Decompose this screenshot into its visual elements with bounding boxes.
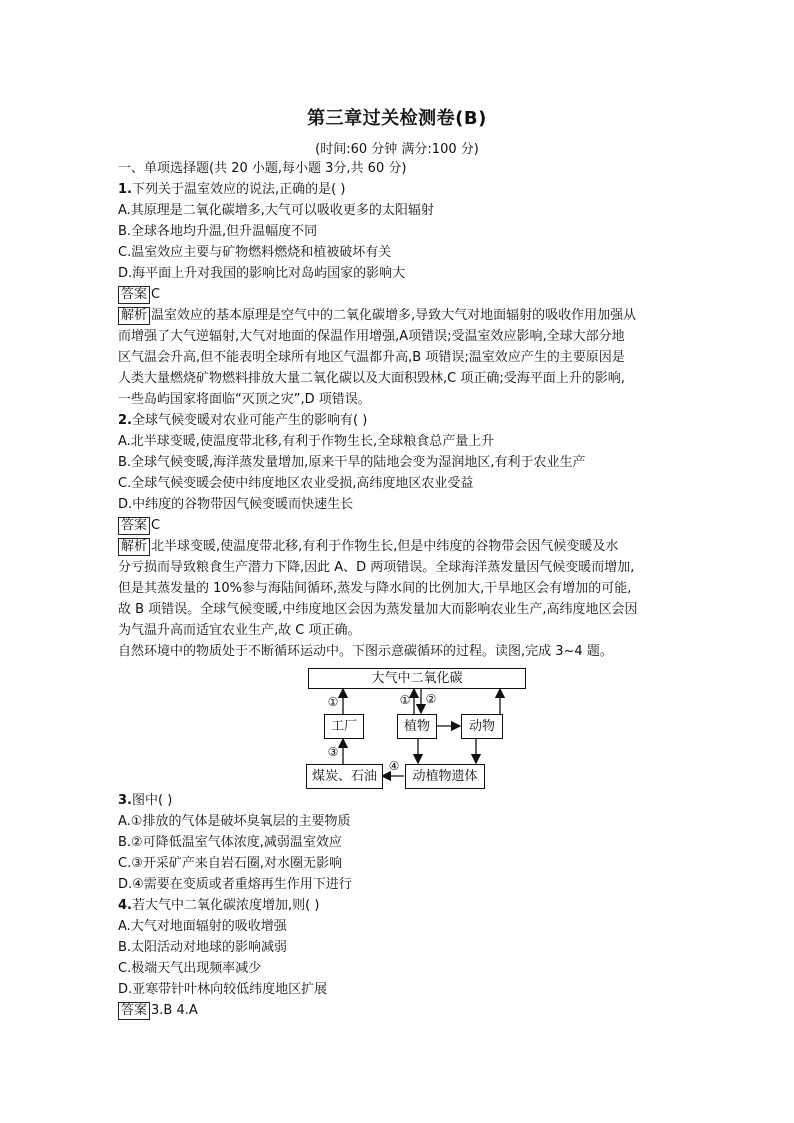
answer-tag: 答案	[118, 286, 150, 304]
label-3: ③	[327, 745, 339, 759]
box-animal: 动物	[461, 714, 503, 739]
q2-option-b: B.全球气候变暖,海洋蒸发量增加,原来干旱的陆地会变为湿润地区,有利于农业生产	[118, 455, 586, 470]
question-1-stem: 1.下列关于温室效应的说法,正确的是( )	[118, 182, 346, 197]
box-factory: 工厂	[324, 714, 364, 739]
q1-analysis-1: 解析 温室效应的基本原理是空气中的二氧化碳增多,导致大气对地面辐射的吸收作用加强从	[118, 305, 688, 326]
q3-option-b: B.②可降低温室气体浓度,减弱温室效应	[118, 835, 342, 850]
section-heading: 一、单项选择题(共 20 小题,每小题 3分,共 60 分)	[118, 161, 407, 176]
exam-info: (时间:60 分钟 满分:100 分)	[315, 142, 479, 157]
q2-option-d: D.中纬度的谷物带因气候变暖而快速生长	[118, 497, 354, 512]
q3-option-d: D.④需要在变质或者重熔再生作用下进行	[118, 877, 352, 892]
label-1-plant: ①	[399, 693, 411, 707]
q1-option-d: D.海平面上升对我国的影响比对岛屿国家的影响大	[118, 266, 406, 281]
q2-analysis-2: 分亏损而导致粮食生产潜力下降,因此 A、D 两项错误。全球海洋蒸发量因气候变暖而增加,	[118, 560, 635, 575]
q2-analysis-1: 解析 北半球变暖,使温度带北移,有利于作物生长,但是中纬度的谷物带会因气候变暖及水	[118, 536, 688, 557]
q4-option-b: B.太阳活动对地球的影响减弱	[118, 940, 288, 955]
analysis-tag: 解析	[118, 307, 150, 325]
q2-option-a: A.北半球变暖,使温度带北移,有利于作物生长,全球粮食总产量上升	[118, 434, 495, 449]
q1-analysis-4: 人类大量燃烧矿物燃料排放大量二氧化碳以及大面积毁林,C 项正确;受海平面上升的影响,	[118, 371, 625, 386]
page-title: 第三章过关检测卷(B)	[307, 108, 487, 129]
q3-option-a: A.①排放的气体是破坏臭氧层的主要物质	[118, 814, 351, 829]
diagram-intro: 自然环境中的物质处于不断循环运动中。下图示意碳循环的过程。读图,完成 3~4 题。	[118, 644, 613, 659]
question-2-stem: 2.全球气候变暖对农业可能产生的影响有( )	[118, 413, 368, 428]
q1-option-c: C.温室效应主要与矿物燃料燃烧和植被破坏有关	[118, 245, 392, 260]
box-atmosphere-co2: 大气中二氧化碳	[308, 668, 526, 689]
analysis-tag: 解析	[118, 538, 150, 556]
q4-option-c: C.极端天气出现频率减少	[118, 961, 262, 976]
carbon-cycle-diagram	[118, 666, 688, 790]
q1-analysis-5: 一些岛屿国家将面临“灭顶之灾”,D 项错误。	[118, 392, 371, 407]
box-coal-oil: 煤炭、石油	[306, 764, 383, 789]
box-plant: 植物	[397, 714, 437, 739]
question-3-stem: 3.图中( )	[118, 793, 173, 808]
q2-answer: 答案 C	[118, 515, 688, 536]
box-plant-animal-remains: 动植物遗体	[405, 764, 485, 789]
q4-option-d: D.亚寒带针叶林向较低纬度地区扩展	[118, 982, 328, 997]
q2-analysis-4: 故 B 项错误。全球气候变暖,中纬度地区会因为蒸发量加大而影响农业生产,高纬度地区会因	[118, 602, 638, 617]
q1-option-b: B.全球各地均升温,但升温幅度不同	[118, 224, 318, 239]
q2-analysis-3: 但是其蒸发量的 10%参与海陆间循环,蒸发与降水间的比例加大,干旱地区会有增加的可能,	[118, 581, 632, 596]
label-2: ②	[425, 692, 437, 706]
q1-analysis-2: 而增强了大气逆辐射,大气对地面的保温作用增强,A项错误;受温室效应影响,全球大部分地	[118, 329, 625, 344]
answer-tag: 答案	[118, 517, 150, 535]
q2-analysis-5: 为气温升高而适宜农业生产,故 C 项正确。	[118, 623, 361, 638]
label-1-factory: ①	[327, 695, 339, 709]
q1-analysis-3: 区气温会升高,但不能表明全球所有地区气温都升高,B 项错误;温室效应产生的主要原因是	[118, 350, 625, 365]
q3-option-c: C.③开采矿产来自岩石圈,对水圈无影响	[118, 856, 342, 871]
label-4: ④	[388, 759, 400, 773]
q1-option-a: A.其原理是二氧化碳增多,大气可以吸收更多的太阳辐射	[118, 203, 434, 218]
q1-answer: 答案 C	[118, 284, 688, 305]
content	[118, 158, 688, 1021]
question-4-stem: 4.若大气中二氧化碳浓度增加,则( )	[118, 898, 320, 913]
q2-option-c: C.全球气候变暖会使中纬度地区农业受损,高纬度地区农业受益	[118, 476, 474, 491]
answer-tag: 答案	[118, 1002, 150, 1020]
q4-option-a: A.大气对地面辐射的吸收增强	[118, 919, 287, 934]
q3-q4-answer: 答案 3.B 4.A	[118, 1000, 688, 1021]
